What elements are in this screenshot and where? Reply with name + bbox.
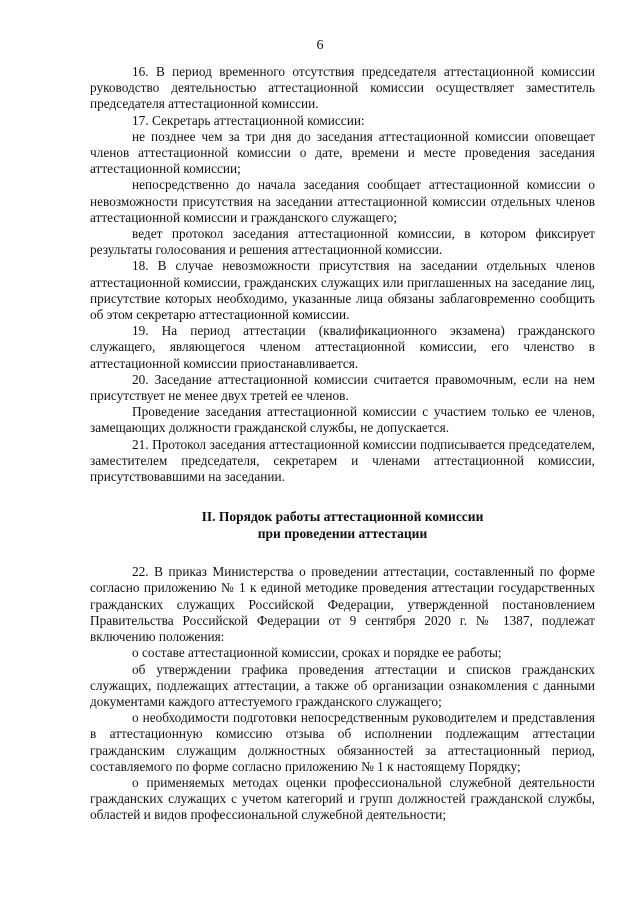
section-heading	[90, 509, 595, 542]
paragraph-21: 21. Протокол заседания аттестационной комиссии подписывается председателем, заместителем председателя, секретарем и членами аттестационной комиссии, присутствовавшими на заседании.	[90, 436, 595, 485]
paragraph-22-item-4: о применяемых методах оценки профессиональной служебной деятельности гражданских служащих с учетом категорий и групп должностей гражданской службы, областей и видов профессиональной служебной деятельности;	[90, 774, 595, 823]
paragraph-17-item-2: непосредственно до начала заседания сообщает аттестационной комиссии о невозможности присутствия на заседании аттестационной комиссии отдельных членов аттестационной комиссии и гражданского служащего;	[90, 177, 595, 225]
paragraph-19: 19. На период аттестации (квалификационного экзамена) гражданского служащего, являющегося членом аттестационной комиссии, его членство в аттестационной комиссии приостанавливается.	[90, 323, 595, 371]
section-heading-line-2: при проведении аттестации	[257, 525, 428, 541]
paragraph-20-note: Проведение заседания аттестационной комиссии с участием только ее членов, замещающих должности гражданской службы, не допускается.	[90, 404, 595, 436]
paragraph-22-item-1: о составе аттестационной комиссии, сроках и порядке ее работы;	[132, 645, 502, 661]
paragraph-16: 16. В период временного отсутствия председателя аттестационной комиссии руководство деятельностью аттестационной комиссии осуществляет заместитель председателя аттестационной комиссии.	[90, 64, 595, 112]
document-body	[90, 64, 595, 824]
paragraph-22-item-3: о необходимости подготовки непосредственным руководителем и представления в аттестационную комиссию отзыва об исполнении подлежащим аттестации гражданским служащим должностных обязанностей за аттестационный период, составляемого по форме согласно приложению № 1 к настоящему Порядку;	[90, 710, 595, 774]
paragraph-22-item-2: об утверждении графика проведения аттестации и списков гражданских служащих, подлежащих аттестации, а также об организации ознакомления с данными документами каждого аттестуемого гражданского служащего;	[90, 661, 595, 709]
paragraph-17: 17. Секретарь аттестационной комиссии:	[132, 112, 365, 128]
paragraph-18: 18. В случае невозможности присутствия на заседании отдельных членов аттестационной комиссии, гражданских служащих или приглашенных на заседание лиц, присутствие которых необходимо, указанные лица обязаны заблаговременно сообщить об этом секретарю аттестационной комиссии.	[90, 258, 595, 323]
section-heading-line-1: II. Порядок работы аттестационной комиссии	[201, 509, 484, 525]
paragraph-17-item-3: ведет протокол заседания аттестационной комиссии, в котором фиксирует результаты голосования и решения аттестационной комиссии.	[90, 226, 595, 258]
paragraph-17-item-1: не позднее чем за три дня до заседания аттестационной комиссии оповещает членов аттестационной комиссии о дате, времени и месте проведения заседания аттестационной комиссии;	[90, 128, 595, 177]
paragraph-20: 20. Заседание аттестационной комиссии считается правомочным, если на нем присутствует не менее двух третей ее членов.	[90, 371, 595, 404]
page-number: 6	[316, 38, 324, 53]
paragraph-22: 22. В приказ Министерства о проведении аттестации, составленный по форме согласно приложению № 1 к единой методике проведения аттестации государственных гражданских служащих Российской Федерации, утвержденной постановлением Правительства Российской Федерации от 9 сентября 2020 г. № 1387, подлежат включению положения:	[90, 564, 595, 645]
